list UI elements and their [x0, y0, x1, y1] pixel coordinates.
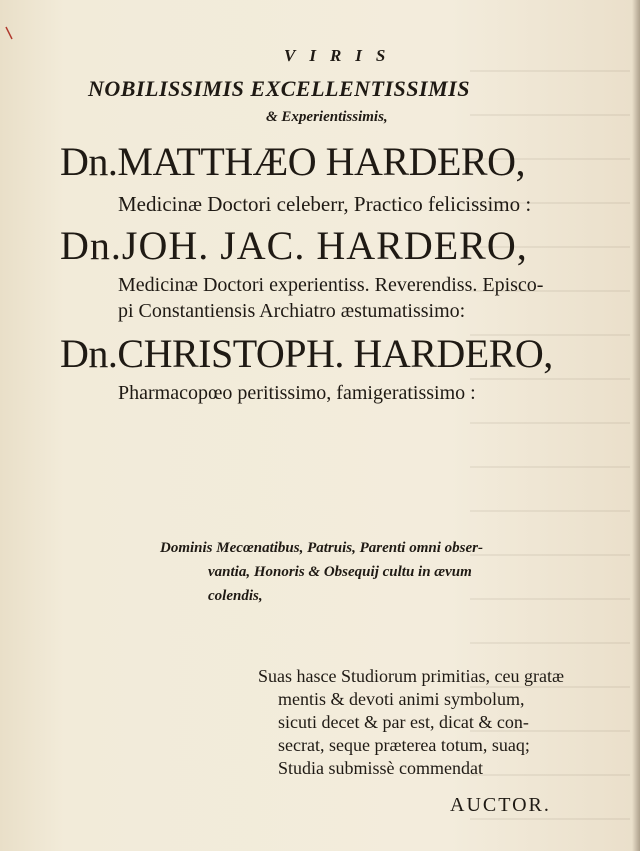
header-nobilissimis: NOBILISSIMIS EXCELLENTISSIMIS — [88, 76, 470, 101]
dedicatee-title-matthaeo: Medicinæ Doctori celeberr, Practico felicissimo : — [118, 192, 532, 216]
dedicatee-name-joh-jac: Dn.JOH. JAC. HARDERO, — [60, 223, 528, 268]
signoff-line: secrat, seque præterea totum, suaq; — [278, 735, 530, 755]
signoff-line: Suas hasce Studiorum primitias, ceu gratæ — [258, 666, 564, 686]
dedicatee-name-christoph: Dn.CHRISTOPH. HARDERO, — [60, 331, 553, 376]
header-viris: VIRIS — [284, 46, 400, 65]
dedicatee-title-joh-jac-line1: Medicinæ Doctori experientiss. Reverendiss. Episco- — [118, 274, 544, 296]
page-edge-shadow — [632, 0, 640, 851]
dedication-line: Dominis Mecœnatibus, Patruis, Parenti omni obser- — [160, 540, 483, 556]
red-margin-mark-icon — [4, 26, 14, 40]
header-experientissimis: & Experientissimis, — [266, 109, 388, 125]
signoff-line: mentis & devoti animi symbolum, — [278, 689, 525, 709]
signoff-line: Studia submissè commendat — [278, 758, 483, 778]
dedicatee-name-matthaeo: Dn.MATTHÆO HARDERO, — [60, 139, 525, 184]
dedicatee-title-christoph: Pharmacopœo peritissimo, famigeratissimo : — [118, 382, 476, 404]
dedication-line: colendis, — [208, 588, 263, 604]
dedication-line: vantia, Honoris & Obsequij cultu in ævum — [208, 564, 472, 580]
signoff-line: sicuti decet & par est, dicat & con- — [278, 712, 529, 732]
author-signature: AUCTOR. — [450, 794, 551, 816]
dedicatee-title-joh-jac-line2: pi Constantiensis Archiatro æstumatissimo: — [118, 300, 466, 322]
